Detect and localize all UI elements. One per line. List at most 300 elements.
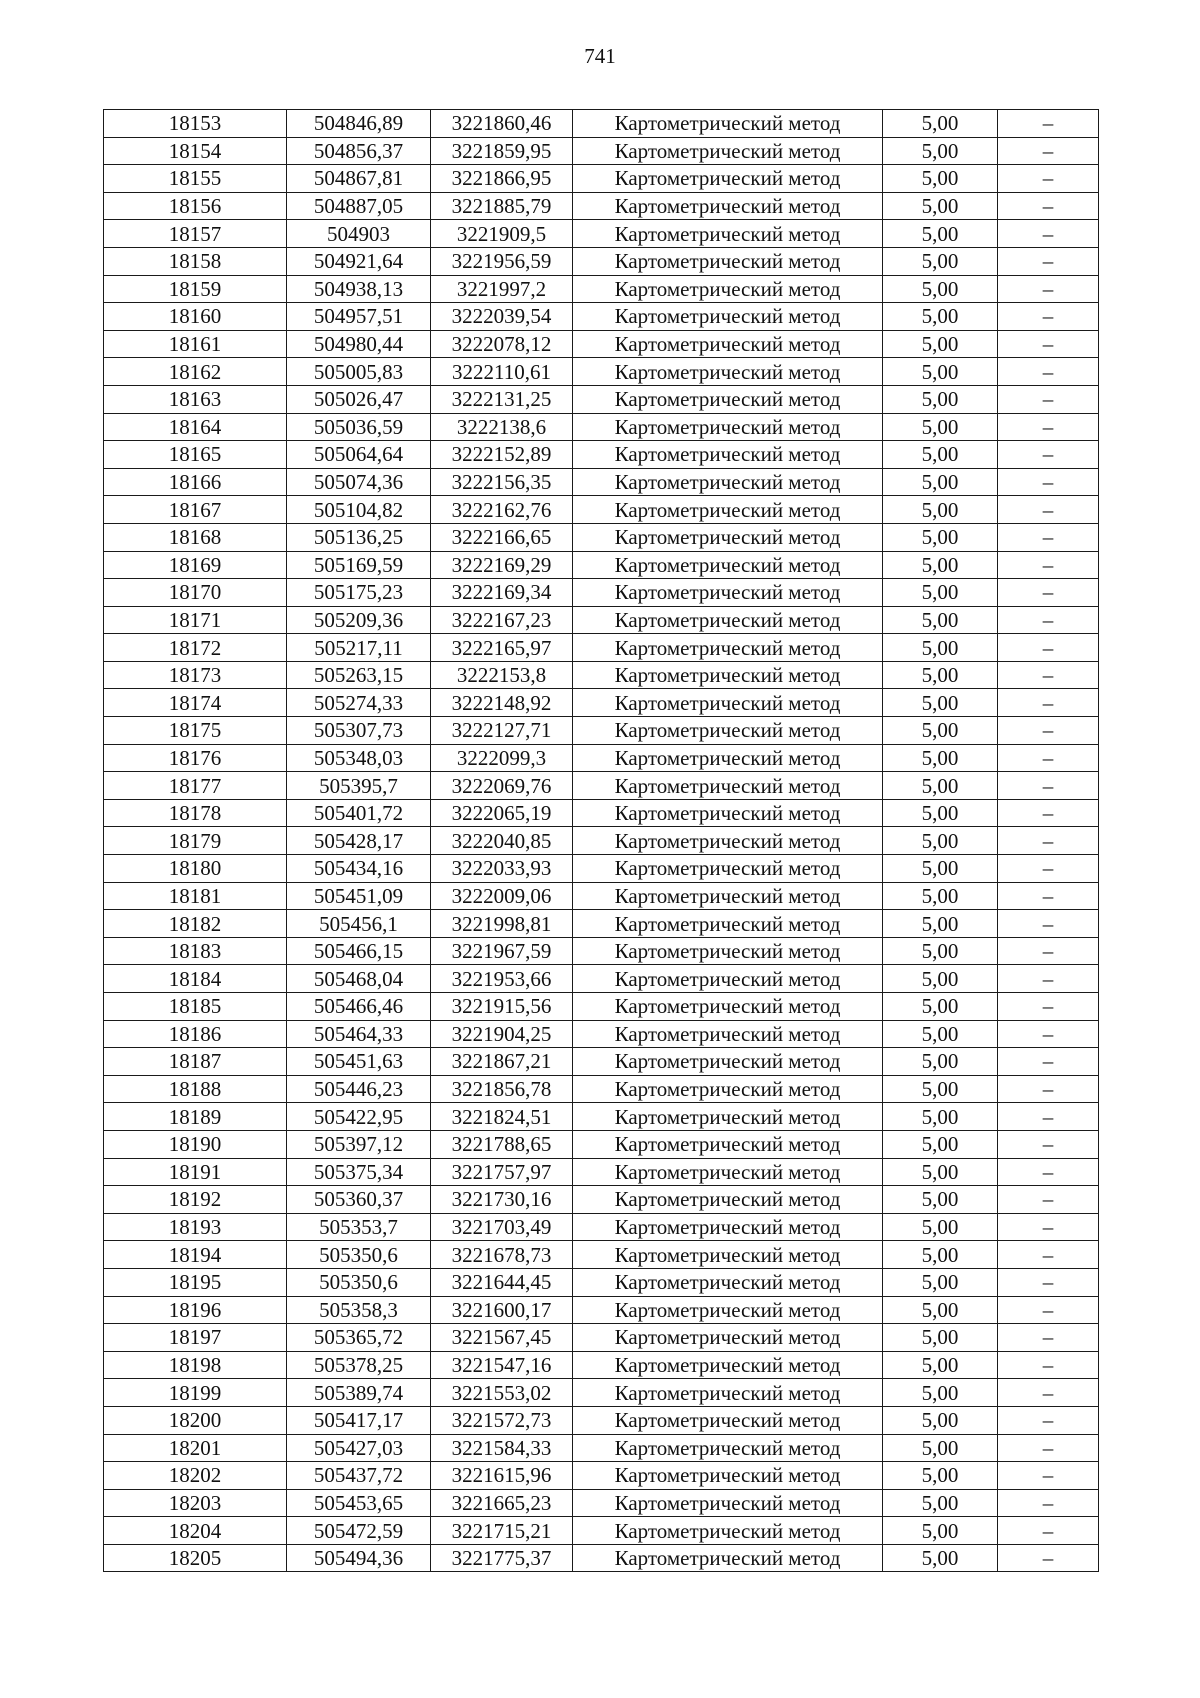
point-number-cell: 18182 [104,910,287,938]
x-coordinate-cell: 505036,59 [287,413,431,441]
x-coordinate-cell: 505175,23 [287,579,431,607]
method-cell: Картометрический метод [573,1241,883,1269]
method-cell: Картометрический метод [573,634,883,662]
description-cell: – [998,523,1099,551]
y-coordinate-cell: 3221703,49 [431,1213,573,1241]
method-cell: Картометрический метод [573,1020,883,1048]
table-row [104,1130,1099,1158]
description-cell: – [998,1268,1099,1296]
point-number-cell: 18201 [104,1434,287,1462]
x-coordinate-cell: 504921,64 [287,247,431,275]
y-coordinate-cell: 3221866,95 [431,165,573,193]
point-number-cell: 18168 [104,523,287,551]
accuracy-cell: 5,00 [883,496,998,524]
description-cell: – [998,1324,1099,1352]
method-cell: Картометрический метод [573,689,883,717]
accuracy-cell: 5,00 [883,1324,998,1352]
description-cell: – [998,1434,1099,1462]
y-coordinate-cell: 3222065,19 [431,799,573,827]
table-row [104,579,1099,607]
table-row [104,220,1099,248]
accuracy-cell: 5,00 [883,468,998,496]
accuracy-cell: 5,00 [883,1241,998,1269]
method-cell: Картометрический метод [573,606,883,634]
y-coordinate-cell: 3222166,65 [431,523,573,551]
table-row [104,1489,1099,1517]
table-row [104,1213,1099,1241]
y-coordinate-cell: 3222153,8 [431,661,573,689]
table-row [104,523,1099,551]
method-cell: Картометрический метод [573,1048,883,1076]
description-cell: – [998,1075,1099,1103]
method-cell: Картометрический метод [573,165,883,193]
accuracy-cell: 5,00 [883,689,998,717]
x-coordinate-cell: 505350,6 [287,1241,431,1269]
y-coordinate-cell: 3222040,85 [431,827,573,855]
table-body [104,110,1099,1572]
y-coordinate-cell: 3221757,97 [431,1158,573,1186]
table-row [104,1462,1099,1490]
x-coordinate-cell: 505209,36 [287,606,431,634]
x-coordinate-cell: 505464,33 [287,1020,431,1048]
x-coordinate-cell: 504903 [287,220,431,248]
method-cell: Картометрический метод [573,579,883,607]
table-row [104,1048,1099,1076]
x-coordinate-cell: 505348,03 [287,744,431,772]
y-coordinate-cell: 3222156,35 [431,468,573,496]
point-number-cell: 18155 [104,165,287,193]
method-cell: Картометрический метод [573,137,883,165]
table-row [104,910,1099,938]
description-cell: – [998,1103,1099,1131]
accuracy-cell: 5,00 [883,910,998,938]
y-coordinate-cell: 3222169,29 [431,551,573,579]
table-row [104,413,1099,441]
table-row [104,303,1099,331]
accuracy-cell: 5,00 [883,247,998,275]
accuracy-cell: 5,00 [883,1489,998,1517]
y-coordinate-cell: 3221860,46 [431,110,573,138]
description-cell: – [998,385,1099,413]
point-number-cell: 18154 [104,137,287,165]
table-row [104,1517,1099,1545]
x-coordinate-cell: 505395,7 [287,772,431,800]
method-cell: Картометрический метод [573,496,883,524]
point-number-cell: 18173 [104,661,287,689]
description-cell: – [998,1351,1099,1379]
method-cell: Картометрический метод [573,1296,883,1324]
description-cell: – [998,1379,1099,1407]
x-coordinate-cell: 505263,15 [287,661,431,689]
table-row [104,717,1099,745]
table-row [104,496,1099,524]
table-row [104,468,1099,496]
method-cell: Картометрический метод [573,330,883,358]
table-row [104,165,1099,193]
table-row [104,855,1099,883]
description-cell: – [998,1517,1099,1545]
accuracy-cell: 5,00 [883,855,998,883]
method-cell: Картометрический метод [573,413,883,441]
y-coordinate-cell: 3221730,16 [431,1186,573,1214]
x-coordinate-cell: 505451,09 [287,882,431,910]
method-cell: Картометрический метод [573,1268,883,1296]
method-cell: Картометрический метод [573,993,883,1021]
x-coordinate-cell: 505422,95 [287,1103,431,1131]
method-cell: Картометрический метод [573,441,883,469]
point-number-cell: 18187 [104,1048,287,1076]
description-cell: – [998,247,1099,275]
y-coordinate-cell: 3221615,96 [431,1462,573,1490]
description-cell: – [998,965,1099,993]
y-coordinate-cell: 3221547,16 [431,1351,573,1379]
table-row [104,937,1099,965]
accuracy-cell: 5,00 [883,441,998,469]
x-coordinate-cell: 504856,37 [287,137,431,165]
description-cell: – [998,413,1099,441]
y-coordinate-cell: 3222167,23 [431,606,573,634]
y-coordinate-cell: 3222148,92 [431,689,573,717]
y-coordinate-cell: 3221665,23 [431,1489,573,1517]
x-coordinate-cell: 504867,81 [287,165,431,193]
method-cell: Картометрический метод [573,1434,883,1462]
accuracy-cell: 5,00 [883,1462,998,1490]
point-number-cell: 18194 [104,1241,287,1269]
accuracy-cell: 5,00 [883,1213,998,1241]
table-row [104,993,1099,1021]
x-coordinate-cell: 504938,13 [287,275,431,303]
x-coordinate-cell: 505353,7 [287,1213,431,1241]
accuracy-cell: 5,00 [883,744,998,772]
y-coordinate-cell: 3221775,37 [431,1544,573,1572]
description-cell: – [998,1489,1099,1517]
y-coordinate-cell: 3222110,61 [431,358,573,386]
y-coordinate-cell: 3221998,81 [431,910,573,938]
point-number-cell: 18202 [104,1462,287,1490]
point-number-cell: 18185 [104,993,287,1021]
description-cell: – [998,1544,1099,1572]
x-coordinate-cell: 505417,17 [287,1406,431,1434]
x-coordinate-cell: 505005,83 [287,358,431,386]
accuracy-cell: 5,00 [883,1434,998,1462]
point-number-cell: 18198 [104,1351,287,1379]
method-cell: Картометрический метод [573,910,883,938]
x-coordinate-cell: 505397,12 [287,1130,431,1158]
table-row [104,441,1099,469]
description-cell: – [998,579,1099,607]
method-cell: Картометрический метод [573,468,883,496]
point-number-cell: 18157 [104,220,287,248]
y-coordinate-cell: 3221715,21 [431,1517,573,1545]
accuracy-cell: 5,00 [883,1103,998,1131]
x-coordinate-cell: 505427,03 [287,1434,431,1462]
point-number-cell: 18181 [104,882,287,910]
method-cell: Картометрический метод [573,523,883,551]
description-cell: – [998,993,1099,1021]
table-row [104,1379,1099,1407]
table-row [104,799,1099,827]
point-number-cell: 18184 [104,965,287,993]
table-row [104,689,1099,717]
point-number-cell: 18196 [104,1296,287,1324]
y-coordinate-cell: 3222127,71 [431,717,573,745]
table-row [104,1434,1099,1462]
method-cell: Картометрический метод [573,1324,883,1352]
table-row [104,137,1099,165]
accuracy-cell: 5,00 [883,1186,998,1214]
method-cell: Картометрический метод [573,772,883,800]
table-row [104,634,1099,662]
description-cell: – [998,110,1099,138]
method-cell: Картометрический метод [573,247,883,275]
point-number-cell: 18161 [104,330,287,358]
point-number-cell: 18156 [104,192,287,220]
x-coordinate-cell: 505104,82 [287,496,431,524]
x-coordinate-cell: 504957,51 [287,303,431,331]
accuracy-cell: 5,00 [883,606,998,634]
table-row [104,1241,1099,1269]
x-coordinate-cell: 505428,17 [287,827,431,855]
description-cell: – [998,634,1099,662]
y-coordinate-cell: 3221553,02 [431,1379,573,1407]
method-cell: Картометрический метод [573,1103,883,1131]
method-cell: Картометрический метод [573,1186,883,1214]
x-coordinate-cell: 505389,74 [287,1379,431,1407]
point-number-cell: 18191 [104,1158,287,1186]
description-cell: – [998,1130,1099,1158]
x-coordinate-cell: 505453,65 [287,1489,431,1517]
method-cell: Картометрический метод [573,937,883,965]
y-coordinate-cell: 3221997,2 [431,275,573,303]
method-cell: Картометрический метод [573,358,883,386]
accuracy-cell: 5,00 [883,1048,998,1076]
page-number: 741 [584,44,616,68]
description-cell: – [998,882,1099,910]
method-cell: Картометрический метод [573,192,883,220]
description-cell: – [998,744,1099,772]
coordinates-table [103,109,1099,1572]
accuracy-cell: 5,00 [883,137,998,165]
table-row [104,1268,1099,1296]
description-cell: – [998,937,1099,965]
description-cell: – [998,468,1099,496]
accuracy-cell: 5,00 [883,1296,998,1324]
accuracy-cell: 5,00 [883,772,998,800]
accuracy-cell: 5,00 [883,1020,998,1048]
y-coordinate-cell: 3221824,51 [431,1103,573,1131]
description-cell: – [998,441,1099,469]
accuracy-cell: 5,00 [883,303,998,331]
table-row [104,275,1099,303]
description-cell: – [998,551,1099,579]
x-coordinate-cell: 505026,47 [287,385,431,413]
point-number-cell: 18170 [104,579,287,607]
description-cell: – [998,661,1099,689]
method-cell: Картометрический метод [573,1213,883,1241]
description-cell: – [998,606,1099,634]
description-cell: – [998,799,1099,827]
y-coordinate-cell: 3221953,66 [431,965,573,993]
table-row [104,1296,1099,1324]
description-cell: – [998,165,1099,193]
y-coordinate-cell: 3221867,21 [431,1048,573,1076]
table-row [104,606,1099,634]
point-number-cell: 18158 [104,247,287,275]
accuracy-cell: 5,00 [883,1130,998,1158]
point-number-cell: 18162 [104,358,287,386]
x-coordinate-cell: 505365,72 [287,1324,431,1352]
accuracy-cell: 5,00 [883,661,998,689]
y-coordinate-cell: 3222039,54 [431,303,573,331]
point-number-cell: 18203 [104,1489,287,1517]
point-number-cell: 18192 [104,1186,287,1214]
point-number-cell: 18189 [104,1103,287,1131]
method-cell: Картометрический метод [573,1544,883,1572]
table-row [104,882,1099,910]
x-coordinate-cell: 505074,36 [287,468,431,496]
table-row [104,965,1099,993]
table-row [104,1186,1099,1214]
table-row [104,1075,1099,1103]
y-coordinate-cell: 3222069,76 [431,772,573,800]
x-coordinate-cell: 505217,11 [287,634,431,662]
description-cell: – [998,1048,1099,1076]
description-cell: – [998,192,1099,220]
description-cell: – [998,303,1099,331]
accuracy-cell: 5,00 [883,1351,998,1379]
y-coordinate-cell: 3222138,6 [431,413,573,441]
method-cell: Картометрический метод [573,1351,883,1379]
table-row [104,1103,1099,1131]
table-row [104,110,1099,138]
x-coordinate-cell: 504846,89 [287,110,431,138]
method-cell: Картометрический метод [573,551,883,579]
method-cell: Картометрический метод [573,1158,883,1186]
point-number-cell: 18171 [104,606,287,634]
accuracy-cell: 5,00 [883,717,998,745]
accuracy-cell: 5,00 [883,965,998,993]
y-coordinate-cell: 3221572,73 [431,1406,573,1434]
x-coordinate-cell: 505434,16 [287,855,431,883]
point-number-cell: 18174 [104,689,287,717]
table-row [104,385,1099,413]
accuracy-cell: 5,00 [883,1158,998,1186]
y-coordinate-cell: 3221584,33 [431,1434,573,1462]
point-number-cell: 18197 [104,1324,287,1352]
point-number-cell: 18178 [104,799,287,827]
x-coordinate-cell: 505358,3 [287,1296,431,1324]
x-coordinate-cell: 505494,36 [287,1544,431,1572]
point-number-cell: 18190 [104,1130,287,1158]
table-row [104,358,1099,386]
accuracy-cell: 5,00 [883,385,998,413]
table-row [104,1020,1099,1048]
description-cell: – [998,827,1099,855]
y-coordinate-cell: 3222165,97 [431,634,573,662]
point-number-cell: 18175 [104,717,287,745]
x-coordinate-cell: 505472,59 [287,1517,431,1545]
method-cell: Картометрический метод [573,855,883,883]
accuracy-cell: 5,00 [883,165,998,193]
accuracy-cell: 5,00 [883,275,998,303]
y-coordinate-cell: 3221856,78 [431,1075,573,1103]
y-coordinate-cell: 3222099,3 [431,744,573,772]
method-cell: Картометрический метод [573,882,883,910]
accuracy-cell: 5,00 [883,1075,998,1103]
accuracy-cell: 5,00 [883,1379,998,1407]
y-coordinate-cell: 3222152,89 [431,441,573,469]
accuracy-cell: 5,00 [883,937,998,965]
table-row [104,1351,1099,1379]
description-cell: – [998,1213,1099,1241]
y-coordinate-cell: 3221567,45 [431,1324,573,1352]
point-number-cell: 18163 [104,385,287,413]
y-coordinate-cell: 3222033,93 [431,855,573,883]
point-number-cell: 18164 [104,413,287,441]
accuracy-cell: 5,00 [883,799,998,827]
description-cell: – [998,220,1099,248]
x-coordinate-cell: 505466,15 [287,937,431,965]
point-number-cell: 18176 [104,744,287,772]
x-coordinate-cell: 505446,23 [287,1075,431,1103]
point-number-cell: 18177 [104,772,287,800]
description-cell: – [998,717,1099,745]
y-coordinate-cell: 3221904,25 [431,1020,573,1048]
accuracy-cell: 5,00 [883,1268,998,1296]
description-cell: – [998,1241,1099,1269]
x-coordinate-cell: 504980,44 [287,330,431,358]
x-coordinate-cell: 505360,37 [287,1186,431,1214]
y-coordinate-cell: 3221678,73 [431,1241,573,1269]
point-number-cell: 18159 [104,275,287,303]
y-coordinate-cell: 3221956,59 [431,247,573,275]
x-coordinate-cell: 504887,05 [287,192,431,220]
point-number-cell: 18166 [104,468,287,496]
method-cell: Картометрический метод [573,1462,883,1490]
table-row [104,192,1099,220]
y-coordinate-cell: 3222009,06 [431,882,573,910]
accuracy-cell: 5,00 [883,993,998,1021]
x-coordinate-cell: 505136,25 [287,523,431,551]
point-number-cell: 18179 [104,827,287,855]
table-row [104,1324,1099,1352]
point-number-cell: 18193 [104,1213,287,1241]
accuracy-cell: 5,00 [883,579,998,607]
accuracy-cell: 5,00 [883,827,998,855]
table-row [104,744,1099,772]
description-cell: – [998,772,1099,800]
description-cell: – [998,358,1099,386]
method-cell: Картометрический метод [573,1130,883,1158]
x-coordinate-cell: 505468,04 [287,965,431,993]
x-coordinate-cell: 505064,64 [287,441,431,469]
x-coordinate-cell: 505375,34 [287,1158,431,1186]
method-cell: Картометрический метод [573,1406,883,1434]
point-number-cell: 18186 [104,1020,287,1048]
method-cell: Картометрический метод [573,1379,883,1407]
accuracy-cell: 5,00 [883,330,998,358]
method-cell: Картометрический метод [573,220,883,248]
x-coordinate-cell: 505437,72 [287,1462,431,1490]
accuracy-cell: 5,00 [883,1544,998,1572]
point-number-cell: 18204 [104,1517,287,1545]
accuracy-cell: 5,00 [883,110,998,138]
accuracy-cell: 5,00 [883,1517,998,1545]
y-coordinate-cell: 3222169,34 [431,579,573,607]
x-coordinate-cell: 505274,33 [287,689,431,717]
y-coordinate-cell: 3222162,76 [431,496,573,524]
accuracy-cell: 5,00 [883,358,998,386]
